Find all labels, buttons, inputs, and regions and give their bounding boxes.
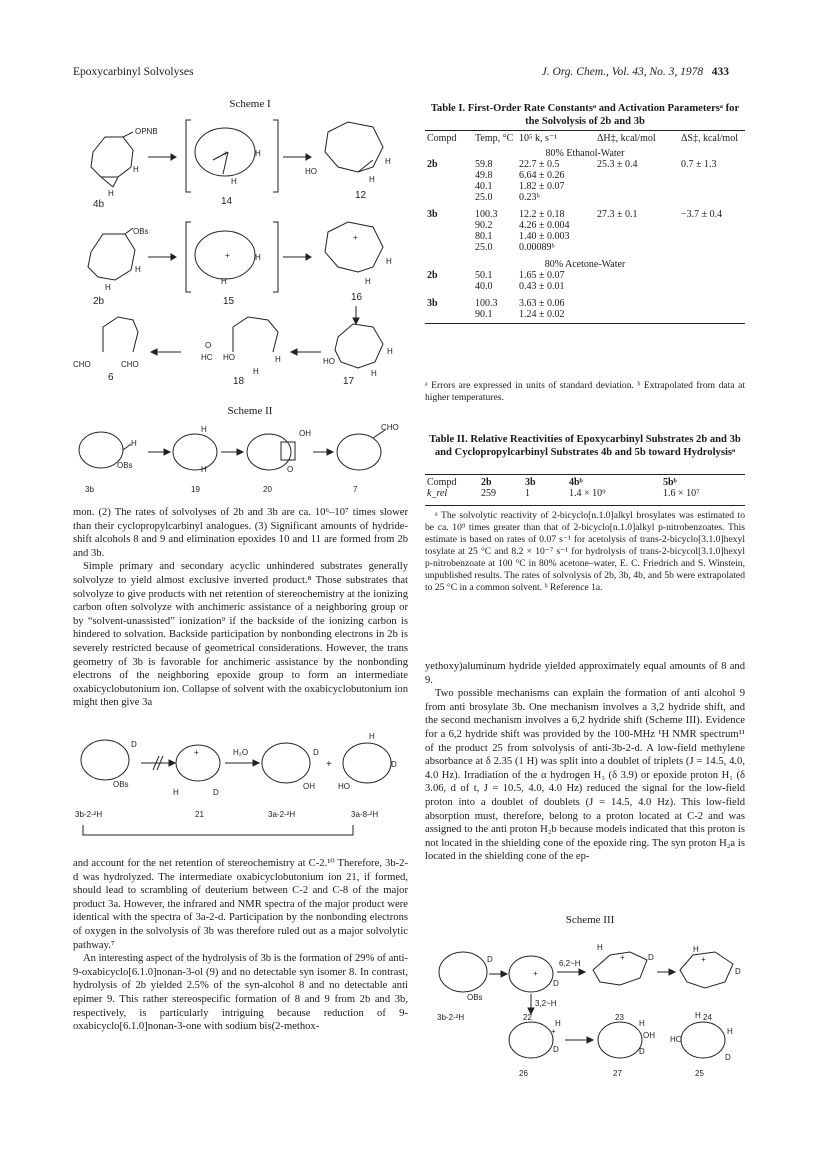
h-text: H: [133, 165, 139, 174]
compound-20-label: 20: [263, 485, 272, 494]
table-cell: 25.3 ± 0.4: [597, 159, 638, 170]
ho-text: HO: [223, 353, 235, 362]
solvent-row: [425, 253, 745, 270]
compound-6-label: 6: [108, 372, 114, 383]
table-cell: −3.7 ± 0.4: [681, 209, 723, 220]
table-row: [425, 159, 745, 170]
table-cell: [679, 295, 745, 309]
obs-text: OBs: [113, 780, 129, 789]
structure-15: [186, 222, 278, 307]
compound-17-label: 17: [343, 376, 355, 387]
table-1-title: Table I. First-Order Rate Constantsᵃ and Activation Parametersᵃ for the Solvolysis of 2b and 3b: [430, 103, 740, 127]
scheme-2-figure: [73, 420, 408, 500]
table-cell: 259: [481, 488, 496, 499]
h-text: H: [221, 277, 227, 286]
table-cell: 25.0: [475, 192, 493, 203]
col-header: Temp, °C: [475, 133, 514, 144]
arrowhead: [579, 969, 585, 975]
structure-24: [680, 945, 741, 1022]
structure-16: [325, 222, 392, 303]
structure-3b: [79, 432, 137, 494]
table-cell: 49.8: [475, 170, 493, 181]
compound-label: 3b-2-²H: [75, 810, 103, 819]
compound-12-label: 12: [355, 190, 367, 201]
h-text: H: [369, 732, 375, 741]
left-column-top: [73, 506, 408, 710]
table-cell: 1.24 ± 0.02: [519, 309, 565, 320]
compound-label: 3a-8-²H: [351, 810, 379, 819]
h-text: H: [371, 369, 377, 378]
h2o-label: H₂O: [233, 748, 249, 757]
table-cell: [425, 220, 473, 231]
table-cell: 0.43 ± 0.01: [519, 281, 565, 292]
paragraph: An interesting aspect of the hydrolysis of 3b is the formation of 29% of anti-9-oxabicyclo[6.1.0]nonan-3-ol (9) and no detectable syn isomer 8. In contrast, hydrolysis of 2b yielded 2.5% of the syn-alcohol 8 and no detectable anti epimer 9. This rather stereospecific formation of 8 and 9 from 2b and 3b, respectively, is particularly intriguing because reduction of 9-oxabicyclo[6.1.0]nonan-3-one with sodium bis(2-methox-: [73, 953, 408, 1033]
compound-21-label: 21: [195, 810, 204, 819]
table-cell: [679, 170, 745, 181]
table-cell: 0.7 ± 1.3: [681, 159, 717, 170]
h-text: H: [597, 943, 603, 952]
table-cell: 1.40 ± 0.003: [519, 231, 570, 242]
h-text: H: [365, 277, 371, 286]
compound-4b-label: 4b: [93, 199, 105, 210]
arrowhead: [164, 449, 170, 455]
h-text: H: [108, 189, 114, 198]
table-cell: 100.3: [475, 298, 498, 309]
structure-27: [598, 1019, 655, 1078]
compound-18-label: 18: [233, 376, 245, 387]
plus-sign: +: [194, 748, 199, 757]
table-cell: [425, 181, 473, 192]
structure-14: [186, 120, 278, 207]
solvent-label: 80% Ethanol-Water: [545, 148, 625, 159]
obs-text: OBs: [467, 993, 483, 1002]
table-cell: 1.4 × 10⁹: [569, 488, 606, 499]
opnb-text: OPNB: [135, 127, 158, 136]
journal-citation: [542, 66, 729, 78]
structure-20: [247, 429, 311, 494]
table-cell: [595, 220, 679, 231]
structure-18: [201, 317, 281, 387]
structure-6: [73, 317, 139, 383]
structure-21: [173, 745, 220, 819]
table-cell: [425, 231, 473, 242]
arrowhead: [353, 318, 359, 324]
structure-25: [670, 1011, 733, 1078]
solvent-row: [425, 144, 745, 159]
table-cell: [595, 181, 679, 192]
h-text: H: [253, 367, 259, 376]
ho-text: HO: [323, 357, 335, 366]
table-1-body: [425, 144, 745, 324]
table-cell: 80.1: [475, 231, 493, 242]
h-text: H: [693, 945, 699, 954]
table-cell: [425, 281, 473, 295]
table-cell: 0.23ᵇ: [519, 192, 540, 203]
d-text: D: [213, 788, 219, 797]
d-text: D: [131, 740, 137, 749]
compound-24-label: 24: [703, 1013, 712, 1022]
cho-text: CHO: [121, 360, 139, 369]
arrowhead: [669, 969, 675, 975]
structure-7: [337, 423, 399, 494]
structure-2b: [88, 227, 149, 307]
oh-text: OH: [299, 429, 311, 438]
structure-22: [509, 956, 559, 1022]
h-text: H: [555, 1019, 561, 1028]
col-header: ΔS‡, kcal/mol: [681, 133, 738, 144]
d-text: D: [487, 955, 493, 964]
table-cell: 3b: [427, 298, 438, 309]
table-cell: [425, 192, 473, 206]
table-cell: 1.82 ± 0.07: [519, 181, 565, 192]
h-text: H: [255, 253, 261, 262]
table-cell: 50.1: [475, 270, 493, 281]
table-cell: 3.63 ± 0.06: [519, 298, 565, 309]
table-cell: 1: [525, 488, 530, 499]
structure-3b-2-2h: [75, 740, 137, 819]
table-cell: [595, 242, 679, 253]
h-text: H: [695, 1011, 701, 1020]
arrowhead: [171, 254, 176, 260]
compound-26-label: 26: [519, 1069, 528, 1078]
plus-sign: +: [551, 1027, 556, 1036]
page-number: 433: [711, 66, 729, 78]
table-rule: [425, 130, 745, 131]
table-cell: 90.1: [475, 309, 493, 320]
table-row: [425, 281, 745, 295]
table-row: [425, 170, 745, 181]
table-cell: [425, 309, 473, 320]
table-cell: 0.00089ᵇ: [519, 242, 555, 253]
compound-27-label: 27: [613, 1069, 622, 1078]
arrowhead: [253, 760, 259, 766]
table-cell: 40.1: [475, 181, 493, 192]
obs-text: OBs: [133, 227, 149, 236]
compound-25-label: 25: [695, 1069, 704, 1078]
scheme-hydrolysis-figure: [73, 725, 408, 840]
table-cell: [679, 220, 745, 231]
shift-label: 6,2~H: [559, 959, 581, 968]
table-cell: [425, 242, 473, 253]
h-text: H: [639, 1019, 645, 1028]
table-cell: [595, 270, 679, 281]
table-cell: [679, 242, 745, 253]
table-cell: [679, 309, 745, 320]
plus-sign: +: [533, 969, 538, 978]
table-cell: [425, 170, 473, 181]
table-cell: [595, 170, 679, 181]
table-row: [425, 295, 745, 309]
d-text: D: [725, 1053, 731, 1062]
table-cell: [595, 231, 679, 242]
col-header: 2b: [481, 477, 492, 488]
paragraph: and account for the net retention of stereochemistry at C-2.¹⁰ Therefore, 3b-2-d was hydrolyzed. The intermediate oxabicyclobutonium ion 21, if formed, should lead to scrambling of deuterium between C-2 and C-8 of the major product 3a. However, the infrared and NMR spectra of the major product were identical with the spectra of 3a-2-d. Participation by the nonbonding electrons of oxygen in the solvolysis of 3b was therefore ruled out as a major solvolytic pathway.⁷: [73, 858, 408, 951]
table-cell: 2b: [427, 270, 438, 281]
cho-text: CHO: [73, 360, 91, 369]
right-column-text: [425, 660, 745, 864]
table-cell: 59.8: [475, 159, 493, 170]
paragraph: mon. (2) The rates of solvolyses of 2b and 3b are ca. 10⁶–10⁷ times slower than their cyclopropylcarbinyl analogues. (3) Significant amounts of hydride-shift alcohols 8 and 9 and elimination epoxides 10 and 11 are formed from 2b and 3b.: [73, 507, 408, 559]
compound-15-label: 15: [223, 296, 235, 307]
table-cell: 25.0: [475, 242, 493, 253]
table-cell: 40.0: [475, 281, 493, 292]
arrowhead: [171, 154, 176, 160]
paragraph: yethoxy)aluminum hydride yielded approximately equal amounts of 8 and 9.: [425, 661, 745, 686]
table-2-footnote: ᵃ The solvolytic reactivity of 2-bicyclo[n.1.0]alkyl brosylates was estimated to be ca. 10⁹ times greater than that of 2-bicyclo[n.1.0]alkyl p-nitrobenzoates. This estimate is based on rates of 0.07 s⁻¹ for acetolysis of trans-2-bicyclo[3.1.0]hexyl tosylate at 25 °C and 8.2 × 10⁻⁷ s⁻¹ for hydrolysis of trans-2-bicycol[3.1.0]hexyl p-nitrobenzoate at 100 °C in 80% acetone–water, E. C. Friedrich and S. Winstein, unpublished results. The rates of solvolysis of 2b, 3b, 4b, and 5b were extrapolated to 25 °C in a common solvent. ᵇ Reference 1a.: [425, 510, 745, 593]
table-rule: [425, 505, 745, 506]
structure-12: [305, 122, 391, 201]
structure-17: [323, 324, 393, 387]
table-2: [425, 477, 745, 499]
table-cell: 1.6 × 10⁷: [663, 488, 700, 499]
compound-label: 3b-2-²H: [437, 1013, 465, 1022]
table-cell: 3b: [427, 209, 438, 220]
ho-text: HO: [305, 167, 317, 176]
running-title: Epoxycarbinyl Solvolyses: [73, 66, 194, 78]
compound-14-label: 14: [221, 196, 233, 207]
compound-7-label: 7: [353, 485, 358, 494]
paragraph: Simple primary and secondary acyclic unhindered substrates generally solvolyze to yield almost exclusive inverted product.⁸ Those substrates that solvolyze to give products with net retention of stereochemistry at the ionizing carbon often solvolyze with anchimeric assistance of a neighboring group or by “solvent-unassisted” ionization⁹ if the backside of the ionizing carbon is hindered to solvation. Backside participation by nonbonding electrons in 2b is severely restricted because of geometrical considerations. However, the trans geometry of 3b is favorable for anchimeric assistance by the nonbonding electrons of the neighboring epoxide group to form an intermediate oxabicyclobutonium ion. Collapse of solvent with the oxabicyclobutonium ion might then give 3a: [73, 561, 408, 709]
plus-sign: +: [353, 233, 358, 242]
structure-3a-2-2h: [262, 743, 319, 819]
compound-16-label: 16: [351, 292, 363, 303]
table-1-footnote: ᵃ Errors are expressed in units of standard deviation. ᵇ Extrapolated from data at higher temperatures.: [425, 380, 745, 403]
scheme-2-title: Scheme II: [227, 405, 273, 417]
compound-23-label: 23: [615, 1013, 624, 1022]
arrowhead: [327, 449, 333, 455]
h-text: H: [275, 355, 281, 364]
table-cell: [679, 231, 745, 242]
col-header: ΔH‡, kcal/mol: [597, 133, 656, 144]
table-cell: k_rel: [427, 488, 448, 499]
h-text: H: [135, 265, 141, 274]
cho-text: CHO: [381, 423, 399, 432]
table-cell: 1.65 ± 0.07: [519, 270, 565, 281]
h-text: H: [727, 1027, 733, 1036]
scheme-1-figure: [73, 112, 408, 387]
paragraph: Two possible mechanisms can explain the formation of anti alcohol 9 from anti brosylate 3b. One mechanism involves a 3,2 hydride shift, and the second mechanism involves a 6,2 hydride shift (Scheme III). Evidence for a 6,2 hydride shift was provided by the 100-MHz ¹H NMR spectrum¹¹ of the product 25 from solvolysis of anti-3b-2-d. A low-field methylene absorbance at δ 2.35 (1 H) was split into a doublet of triplets (J = 14.5, 4.0, 4.0 Hz). Irradiation of the α hydrogen H₃ (δ 3.9) or epoxide proton H₁ (δ 3.06, d of t, J = 10.5, 4.0, 4.0 Hz) reduced the signal for the low-field proton into a doublet of doublets (J = 14.5, 4.0 Hz). This low-field absorption must, therefore, belong to a proton located at C-2 and was assigned to the anti proton H₂b because models indicated that this proton is not located in the shielding cone of the epoxide ring. The syn proton H₂a is located in the shielding cone of the ep-: [425, 688, 745, 863]
arrowhead: [501, 971, 507, 977]
col-header: Compd: [427, 133, 457, 144]
h-text: H: [131, 439, 137, 448]
table-row: [425, 181, 745, 192]
h-text: H: [201, 465, 207, 474]
arrowhead: [291, 349, 297, 355]
h-text: H: [387, 347, 393, 356]
ho-text: HO: [670, 1035, 682, 1044]
arrowhead: [169, 760, 175, 766]
d-text: D: [639, 1047, 645, 1056]
table-cell: 100.3: [475, 209, 498, 220]
h-text: H: [231, 177, 237, 186]
col-header: Compd: [427, 477, 457, 488]
table-2-title: Table II. Relative Reactivities of Epoxycarbinyl Substrates 2b and 3b and Cyclopropylcarbinyl Substrates 4b and 5b toward Hydrolysisᵃ: [429, 434, 741, 458]
arrowhead: [306, 154, 311, 160]
compound-2b-label: 2b: [93, 296, 105, 307]
d-text: D: [735, 967, 741, 976]
table-cell: 4.26 ± 0.004: [519, 220, 570, 231]
plus-sign: +: [620, 953, 625, 962]
compound-label: 3a-2-²H: [268, 810, 296, 819]
bracket-line: [83, 825, 353, 835]
h-text: H: [255, 149, 261, 158]
table-row: [425, 192, 745, 206]
table-cell: 2b: [427, 159, 438, 170]
table-cell: 90.2: [475, 220, 493, 231]
obs-text: OBs: [117, 461, 133, 470]
structure-3b-2-2h: [437, 952, 493, 1022]
plus-sign: +: [223, 149, 228, 158]
structure-23: [593, 943, 654, 1022]
arrowhead: [151, 349, 157, 355]
d-text: D: [553, 1045, 559, 1054]
o-text: O: [205, 341, 212, 350]
scheme-3-figure: [425, 930, 745, 1080]
col-header: 3b: [525, 477, 536, 488]
shift-label: 3,2~H: [535, 999, 557, 1008]
table-cell: 22.7 ± 0.5: [519, 159, 560, 170]
table-cell: 12.2 ± 0.18: [519, 209, 565, 220]
h-text: H: [173, 788, 179, 797]
table-row: [425, 220, 745, 231]
arrowhead: [306, 254, 311, 260]
journal-name: J. Org. Chem., Vol. 43, No. 3, 1978: [541, 66, 704, 78]
ho-text: HO: [338, 782, 350, 791]
oh-text: OH: [303, 782, 315, 791]
scheme-1-title: Scheme I: [229, 98, 271, 110]
d-text: D: [391, 760, 397, 769]
table-cell: [595, 309, 679, 320]
table-cell: [595, 281, 679, 295]
h-text: H: [369, 175, 375, 184]
plus-sign: +: [701, 955, 706, 964]
table-row: [425, 231, 745, 242]
compound-22-label: 22: [523, 1013, 532, 1022]
structure-4b: [91, 127, 158, 210]
table-row: [425, 270, 745, 281]
hc-text: HC: [201, 353, 213, 362]
table-cell: [679, 181, 745, 192]
o-text: O: [287, 465, 294, 474]
d-text: D: [313, 748, 319, 757]
col-header: 5bᵇ: [663, 477, 677, 488]
h-text: H: [386, 257, 392, 266]
structure-3a-8-2h: [338, 732, 397, 819]
plus-sign: +: [326, 759, 332, 770]
compound-3b-label: 3b: [85, 485, 94, 494]
table-cell: [595, 192, 679, 206]
oh-text: OH: [643, 1031, 655, 1040]
table-cell: 27.3 ± 0.1: [597, 209, 638, 220]
table-row: [425, 206, 745, 220]
arrowhead: [587, 1037, 593, 1043]
col-header: 10⁵ k, s⁻¹: [519, 133, 558, 144]
col-header: 4bᵇ: [569, 477, 583, 488]
table-cell: 6.64 ± 0.26: [519, 170, 565, 181]
table-row: [425, 309, 745, 320]
solvent-label: 80% Acetone-Water: [544, 259, 626, 270]
table-cell: [679, 192, 745, 206]
d-text: D: [648, 953, 654, 962]
h-text: H: [105, 283, 111, 292]
table-rule: [425, 474, 745, 475]
d-text: D: [553, 979, 559, 988]
table-cell: [595, 295, 679, 309]
table-cell: [679, 270, 745, 281]
structure-26: [509, 1019, 561, 1078]
h-text: H: [201, 425, 207, 434]
compound-19-label: 19: [191, 485, 200, 494]
table-1: [425, 133, 745, 324]
table-row: [425, 242, 745, 253]
arrowhead: [237, 449, 243, 455]
structure-19: [173, 425, 217, 494]
scheme-3-title: Scheme III: [565, 914, 615, 926]
h-text: H: [385, 157, 391, 166]
left-column-bottom: [73, 857, 408, 1034]
table-cell: [679, 281, 745, 295]
plus-sign: +: [225, 251, 230, 260]
